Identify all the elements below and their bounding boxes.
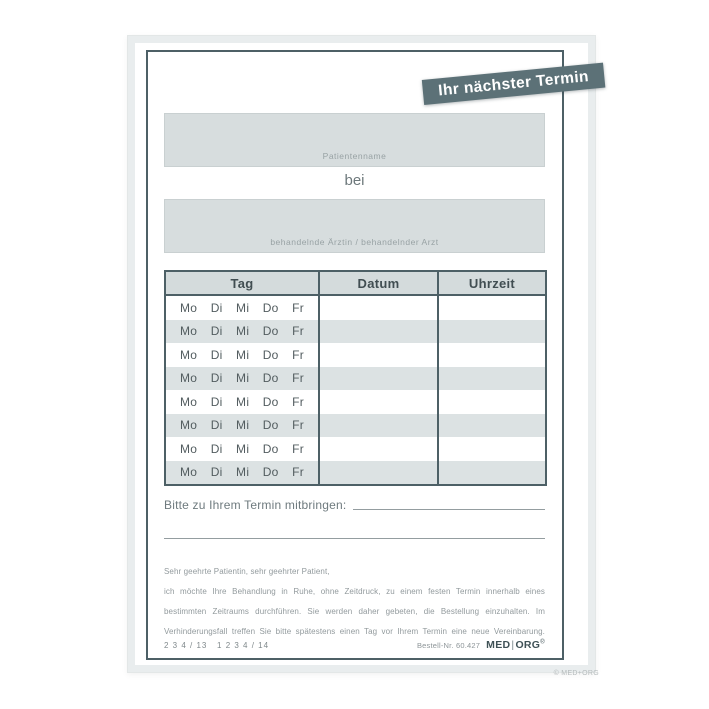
logo-divider: |	[511, 639, 515, 651]
table-header-uhrzeit: Uhrzeit	[438, 271, 546, 295]
table-row	[165, 343, 546, 367]
day-options-cell	[165, 390, 319, 414]
day-option: Mi	[236, 371, 250, 386]
bring-along-row	[164, 497, 545, 512]
day-option: Mi	[236, 441, 250, 456]
termin-table-body	[165, 295, 546, 485]
notice-line: Verhinderungsfall treffen Sie bitte spätestens einen Tag vor Ihrem Termin eine neue Vereinbarung.	[164, 627, 545, 636]
day-option: Mi	[236, 394, 250, 409]
logo-med: MED	[486, 639, 511, 651]
day-options	[166, 437, 318, 461]
datum-cell	[319, 367, 438, 391]
day-option: Mo	[180, 394, 198, 409]
day-option: Mi	[236, 347, 250, 362]
day-option: Mo	[180, 371, 198, 386]
day-options-cell	[165, 367, 319, 391]
logo-org: ORG	[515, 639, 541, 651]
day-option: Di	[210, 394, 223, 409]
datum-cell	[319, 461, 438, 486]
banner-label: Ihr nächster Termin	[437, 67, 590, 99]
day-option: Mo	[180, 347, 198, 362]
day-options	[166, 343, 318, 367]
datum-cell	[319, 390, 438, 414]
table-row	[165, 414, 546, 438]
day-options-cell	[165, 343, 319, 367]
day-option: Fr	[292, 371, 304, 386]
notice-line: ich möchte Ihre Behandlung in Ruhe, ohne Zeitdruck, zu einem festen Termin innerhalb eines	[164, 587, 545, 596]
writing-line	[164, 538, 545, 539]
day-option: Do	[262, 441, 279, 456]
day-option: Mo	[180, 324, 198, 339]
day-option: Fr	[292, 418, 304, 433]
datum-cell	[319, 414, 438, 438]
day-option: Di	[210, 418, 223, 433]
day-options-cell	[165, 461, 319, 486]
doctor-name-field	[164, 199, 545, 253]
uhrzeit-cell	[438, 367, 546, 391]
day-option: Do	[262, 371, 279, 386]
print-code: 2 3 4 / 13 1 2 3 4 / 14	[164, 641, 270, 650]
doctor-name-label: behandelnde Ärztin / behandelnder Arzt	[270, 237, 439, 247]
day-options-cell	[165, 437, 319, 461]
order-number: Bestell-Nr. 60.427	[416, 641, 481, 650]
table-header-row	[165, 271, 546, 295]
day-option: Mo	[180, 465, 198, 480]
day-option: Fr	[292, 300, 304, 315]
uhrzeit-cell	[438, 414, 546, 438]
appointment-table	[164, 270, 547, 486]
day-option: Mi	[236, 324, 250, 339]
day-option: Mo	[180, 418, 198, 433]
day-options-cell	[165, 414, 319, 438]
bring-along-label: Bitte zu Ihrem Termin mitbringen:	[164, 498, 347, 512]
table-row	[165, 390, 546, 414]
medorg-logo	[486, 639, 545, 651]
day-options	[166, 414, 318, 438]
day-option: Mo	[180, 300, 198, 315]
day-option: Mi	[236, 418, 250, 433]
table-row	[165, 461, 546, 486]
day-options	[166, 367, 318, 391]
footer-row	[164, 639, 545, 651]
uhrzeit-cell	[438, 343, 546, 367]
day-options	[166, 296, 318, 320]
day-option: Mi	[236, 300, 250, 315]
table-row	[165, 437, 546, 461]
table-row	[165, 320, 546, 344]
day-option: Do	[262, 465, 279, 480]
day-option: Fr	[292, 465, 304, 480]
table-header-datum: Datum	[319, 271, 438, 295]
datum-cell	[319, 343, 438, 367]
day-options	[166, 390, 318, 414]
day-option: Do	[262, 347, 279, 362]
bring-along-line	[353, 497, 545, 510]
day-option: Mo	[180, 441, 198, 456]
notice-paragraph	[164, 562, 545, 642]
day-option: Do	[262, 394, 279, 409]
day-option: Do	[262, 300, 279, 315]
day-option: Di	[210, 371, 223, 386]
notice-line: bestimmten Zeitraums durchführen. Sie werden daher gebeten, die Bestellung einzuhalten. Im	[164, 607, 545, 616]
day-option: Do	[262, 324, 279, 339]
connector-text: bei	[344, 172, 365, 189]
day-option: Do	[262, 418, 279, 433]
datum-cell	[319, 437, 438, 461]
day-options-cell	[165, 320, 319, 344]
order-info	[417, 639, 545, 651]
watermark-copyright: © MED+ORG	[553, 670, 599, 677]
day-option: Fr	[292, 394, 304, 409]
table-header-tag: Tag	[165, 271, 319, 295]
day-options	[166, 320, 318, 344]
day-option: Fr	[292, 347, 304, 362]
table-row	[165, 367, 546, 391]
day-option: Di	[210, 347, 223, 362]
datum-cell	[319, 295, 438, 320]
day-option: Di	[210, 300, 223, 315]
form-page	[127, 35, 596, 673]
day-option: Di	[210, 465, 223, 480]
patient-name-label: Patientenname	[322, 151, 387, 161]
uhrzeit-cell	[438, 461, 546, 486]
uhrzeit-cell	[438, 295, 546, 320]
day-option: Mi	[236, 465, 250, 480]
notice-line: Sehr geehrte Patientin, sehr geehrter Patient,	[164, 567, 330, 576]
registered-mark: ®	[540, 639, 545, 646]
day-option: Fr	[292, 324, 304, 339]
day-option: Di	[210, 441, 223, 456]
day-options	[166, 461, 318, 485]
datum-cell	[319, 320, 438, 344]
uhrzeit-cell	[438, 437, 546, 461]
uhrzeit-cell	[438, 320, 546, 344]
day-option: Fr	[292, 441, 304, 456]
table-row	[165, 295, 546, 320]
day-options-cell	[165, 295, 319, 320]
patient-name-field	[164, 113, 545, 167]
uhrzeit-cell	[438, 390, 546, 414]
day-option: Di	[210, 324, 223, 339]
